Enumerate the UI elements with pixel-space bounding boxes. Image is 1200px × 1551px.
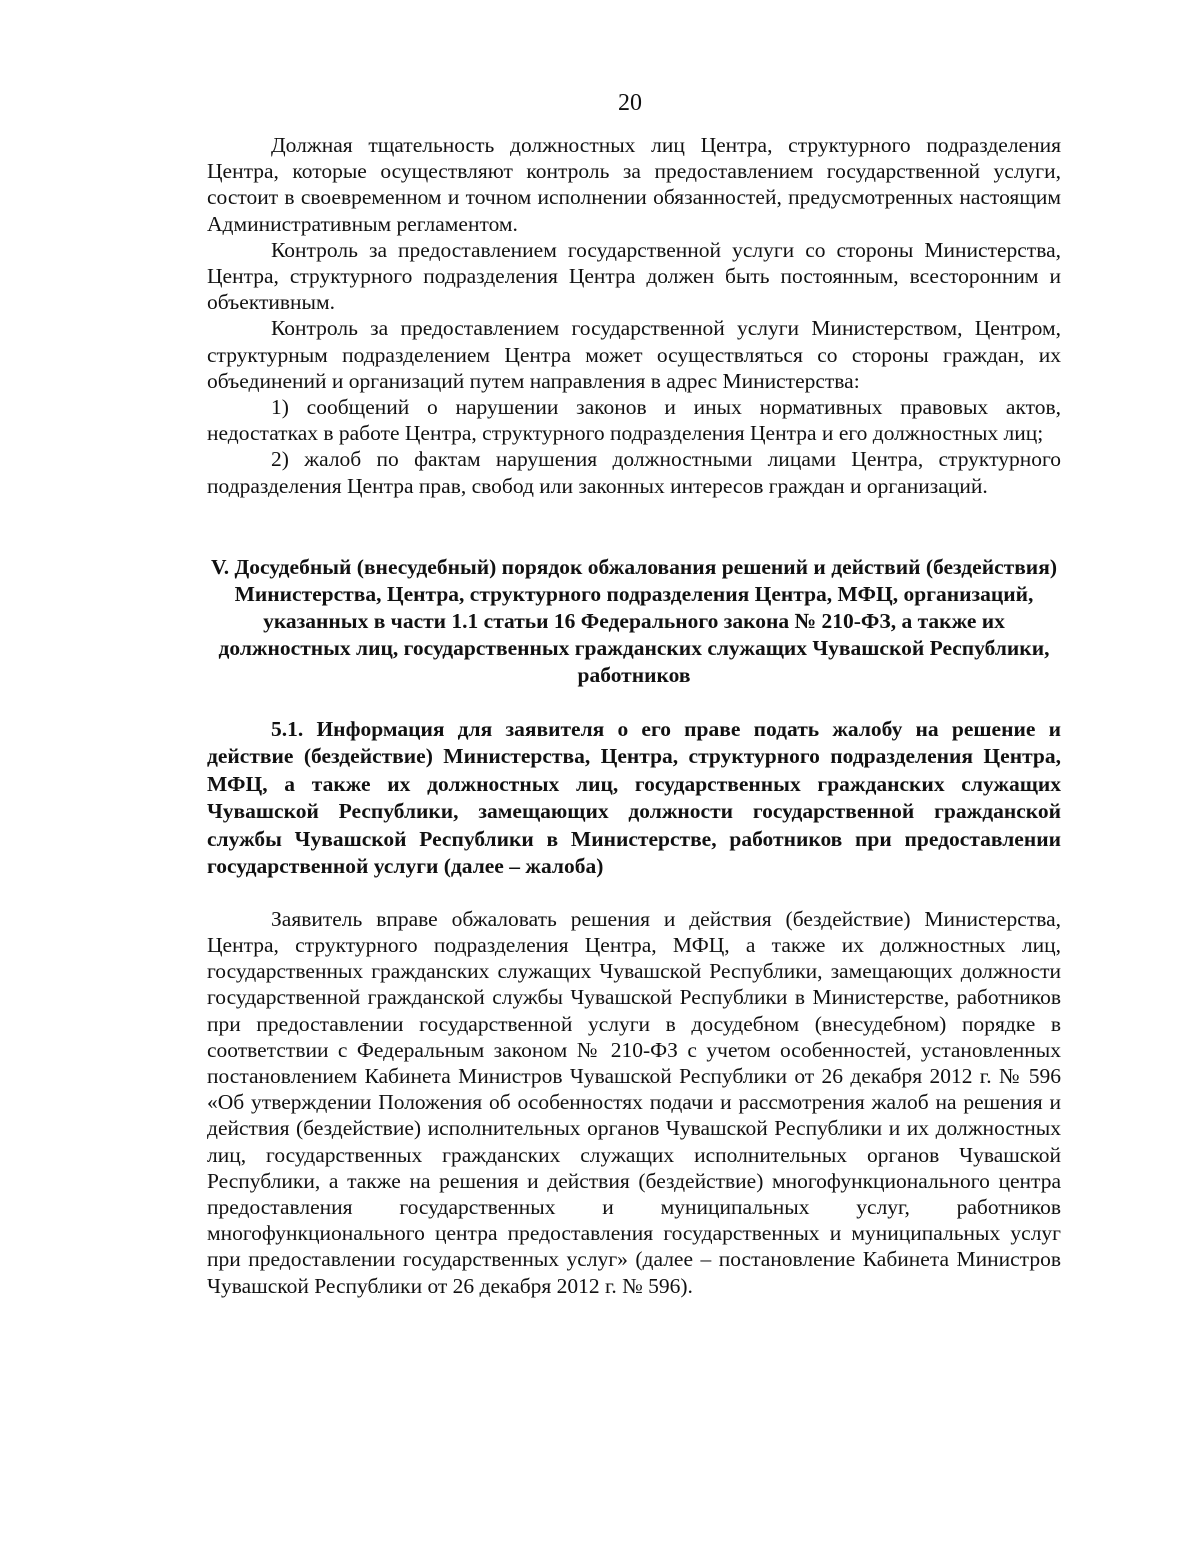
paragraph-diligence: Должная тщательность должностных лиц Центра, структурного подразделения Центра, которые осуществляют контроль за предоставлением государственной услуги, состоит в своевременном и точном исполнении обязанностей, предусмотренных настоящим Административным регламентом. — [207, 133, 1061, 236]
list-item-complaints: 2) жалоб по фактам нарушения должностными лицами Центра, структурного подразделения Центра прав, свобод или законных интересов граждан и организаций. — [207, 447, 1061, 498]
list-item-reports: 1) сообщений о нарушении законов и иных нормативных правовых актов, недостатках в работе Центра, структурного подразделения Центра и его должностных лиц; — [207, 395, 1061, 446]
paragraph-control-requirements: Контроль за предоставлением государственной услуги со стороны Министерства, Центра, структурного подразделения Центра должен быть постоянным, всесторонним и объективным. — [207, 237, 1061, 315]
subsection-title: 5.1. Информация для заявителя о его праве подать жалобу на решение и действие (бездействие) Министерства, Центра, структурного подразделения Центра, МФЦ, а также их должностных лиц, государственных гражданских служащих Чувашской Республики, замещающих должности государственной гражданской службы Чувашской Республики в Министерстве, работников при предоставлении государственной услуги (далее – жалоба) — [207, 716, 1061, 879]
page-number: 20 — [618, 90, 642, 116]
page-content — [207, 132, 1061, 1299]
section-title: V. Досудебный (внесудебный) порядок обжалования решений и действий (бездействия) Министерства, Центра, структурного подразделения Центра, МФЦ, организаций, указанных в части 1.1 статьи 16 Федерального закона № 210-ФЗ, а также их должностных лиц, государственных гражданских служащих Чувашской Республики, работников — [210, 554, 1057, 687]
paragraph-public-control: Контроль за предоставлением государственной услуги Министерством, Центром, структурным подразделением Центра может осуществляться со стороны граждан, их объединений и организаций путем направления в адрес Министерства: — [207, 316, 1061, 393]
paragraph-appeal-right: Заявитель вправе обжаловать решения и действия (бездействие) Министерства, Центра, структурного подразделения Центра, МФЦ, а также их должностных лиц, государственных гражданских служащих Чувашской Республики, замещающих должности государственной гражданской службы Чувашской Республики в Министерстве, работников при предоставлении государственной услуги в досудебном (внесудебном) порядке в соответствии с Федеральным законом № 210-ФЗ с учетом особенностей, установленных постановлением Кабинета Министров Чувашской Республики от 26 декабря 2012 г. № 596 «Об утверждении Положения об особенностях подачи и рассмотрения жалоб на решения и действия (бездействие) исполнительных органов Чувашской Республики и их должностных лиц, государственных гражданских служащих исполнительных органов Чувашской Республики, а также на решения и действия (бездействие) многофункционального центра предоставления государственных и муниципальных услуг, работников многофункционального центра предоставления государственных и муниципальных услуг при предоставлении государственных услуг» (далее – постановление Кабинета Министров Чувашской Республики от 26 декабря 2012 г. № 596). — [207, 906, 1061, 1298]
